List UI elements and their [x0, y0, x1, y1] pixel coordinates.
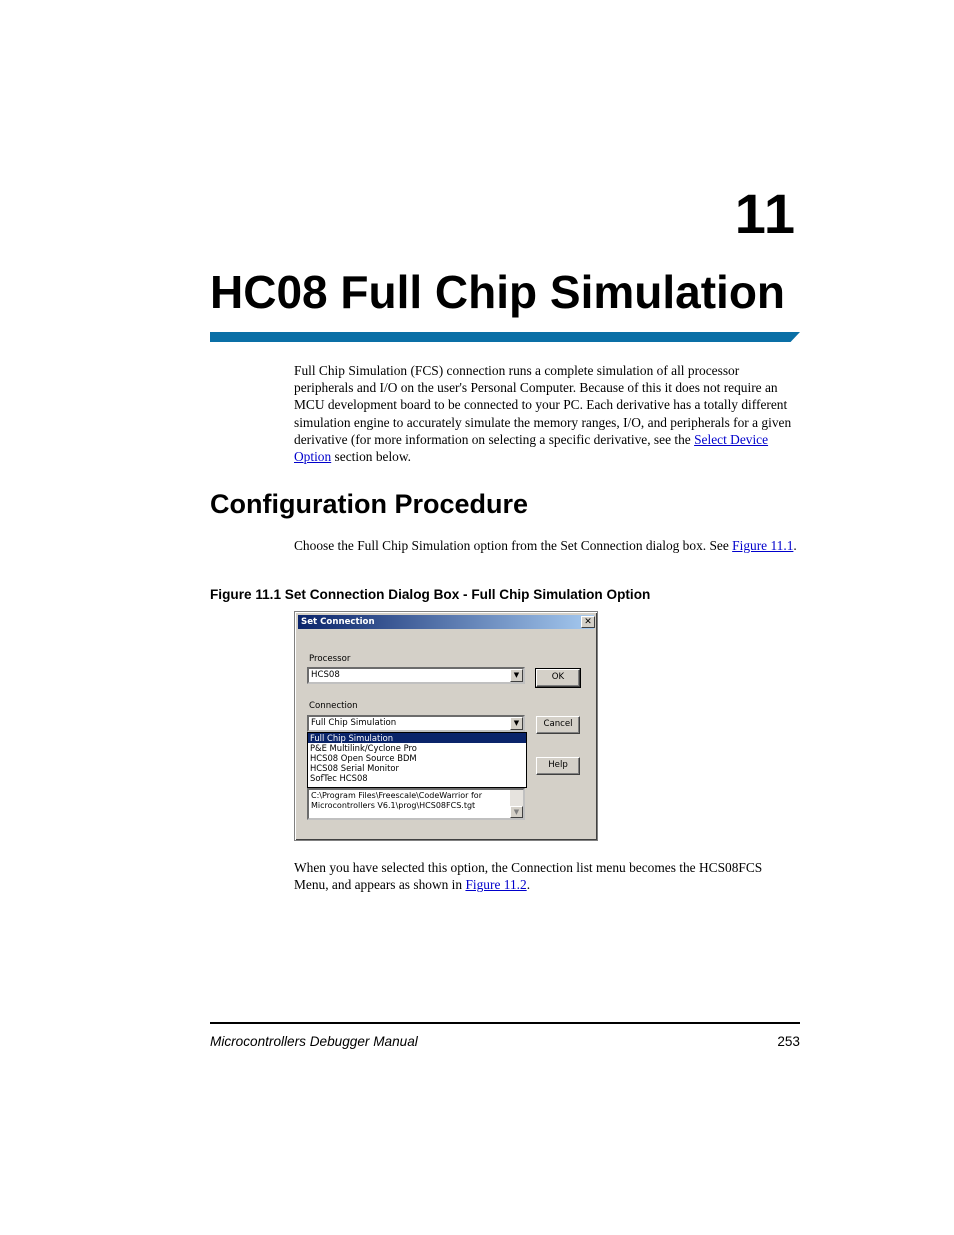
- connection-option[interactable]: HCS08 Serial Monitor: [310, 763, 399, 773]
- section-title: Configuration Procedure: [210, 489, 529, 519]
- target-path-field[interactable]: [307, 788, 525, 820]
- result-text-end: .: [526, 877, 531, 893]
- connection-option[interactable]: Full Chip Simulation: [308, 733, 526, 743]
- chevron-down-icon[interactable]: ▼: [510, 669, 523, 682]
- result-paragraph: [294, 859, 800, 893]
- chapter-title: HC08 Full Chip Simulation: [210, 266, 786, 318]
- dialog-title: Set Connection: [301, 617, 375, 627]
- processor-value: HCS08: [311, 670, 340, 680]
- footer-rule: [210, 1022, 800, 1024]
- intro-paragraph: [294, 362, 800, 465]
- select-device-option-link[interactable]: Select Device Option: [294, 431, 769, 465]
- target-path-text: C:\Program Files\Freescale\CodeWarrior for Microcontrollers V6.1\prog\HCS08FCS.tgt: [311, 791, 482, 810]
- title-underline-bar: [210, 332, 800, 342]
- figure-11-1-link[interactable]: Figure 11.1: [732, 538, 794, 553]
- help-button[interactable]: Help: [536, 757, 580, 775]
- result-text: When you have selected this option, the Connection list menu becomes the HCS08FCS Menu, and appears as shown in: [294, 860, 763, 893]
- path-scrollbar[interactable]: [510, 790, 523, 818]
- config-text-end: .: [793, 538, 797, 553]
- chevron-down-icon[interactable]: ▼: [510, 806, 523, 818]
- processor-select[interactable]: [307, 667, 525, 684]
- config-text: Choose the Full Chip Simulation option from the Set Connection dialog box. See: [294, 538, 733, 553]
- footer-manual-title: Microcontrollers Debugger Manual: [210, 1034, 418, 1049]
- chevron-down-icon[interactable]: ▼: [510, 717, 523, 730]
- chapter-number: 11: [734, 182, 796, 245]
- connection-option[interactable]: HCS08 Open Source BDM: [310, 753, 417, 763]
- intro-text: Full Chip Simulation (FCS) connection runs a complete simulation of all processor peripherals and I/O on the user's Personal Computer. Because of this it does not require an MCU development board to be connected to your PC. Each derivative has a totally different simulation engine to accurately simulate the memory ranges, I/O, and peripherals for a given derivative (for more information on selecting a specific derivative, see the: [294, 363, 792, 447]
- close-icon[interactable]: ✕: [581, 616, 595, 628]
- set-connection-dialog: [294, 611, 598, 841]
- config-paragraph: [294, 537, 800, 554]
- connection-select[interactable]: [307, 715, 525, 732]
- connection-label: Connection: [309, 701, 358, 711]
- cancel-button[interactable]: Cancel: [536, 716, 580, 734]
- figure-11-2-link[interactable]: Figure 11.2: [465, 877, 527, 893]
- footer-page-number: 253: [777, 1034, 800, 1049]
- figure-caption: Figure 11.1 Set Connection Dialog Box - Full Chip Simulation Option: [210, 587, 651, 602]
- dialog-titlebar: [298, 615, 594, 629]
- processor-label: Processor: [309, 654, 351, 664]
- connection-option[interactable]: SofTec HCS08: [310, 773, 368, 783]
- intro-text-end: section below.: [331, 449, 412, 465]
- connection-dropdown-list: [307, 732, 527, 788]
- connection-option[interactable]: P&E Multilink/Cyclone Pro: [310, 743, 417, 753]
- ok-button[interactable]: OK: [536, 669, 580, 687]
- connection-value: Full Chip Simulation: [311, 718, 397, 728]
